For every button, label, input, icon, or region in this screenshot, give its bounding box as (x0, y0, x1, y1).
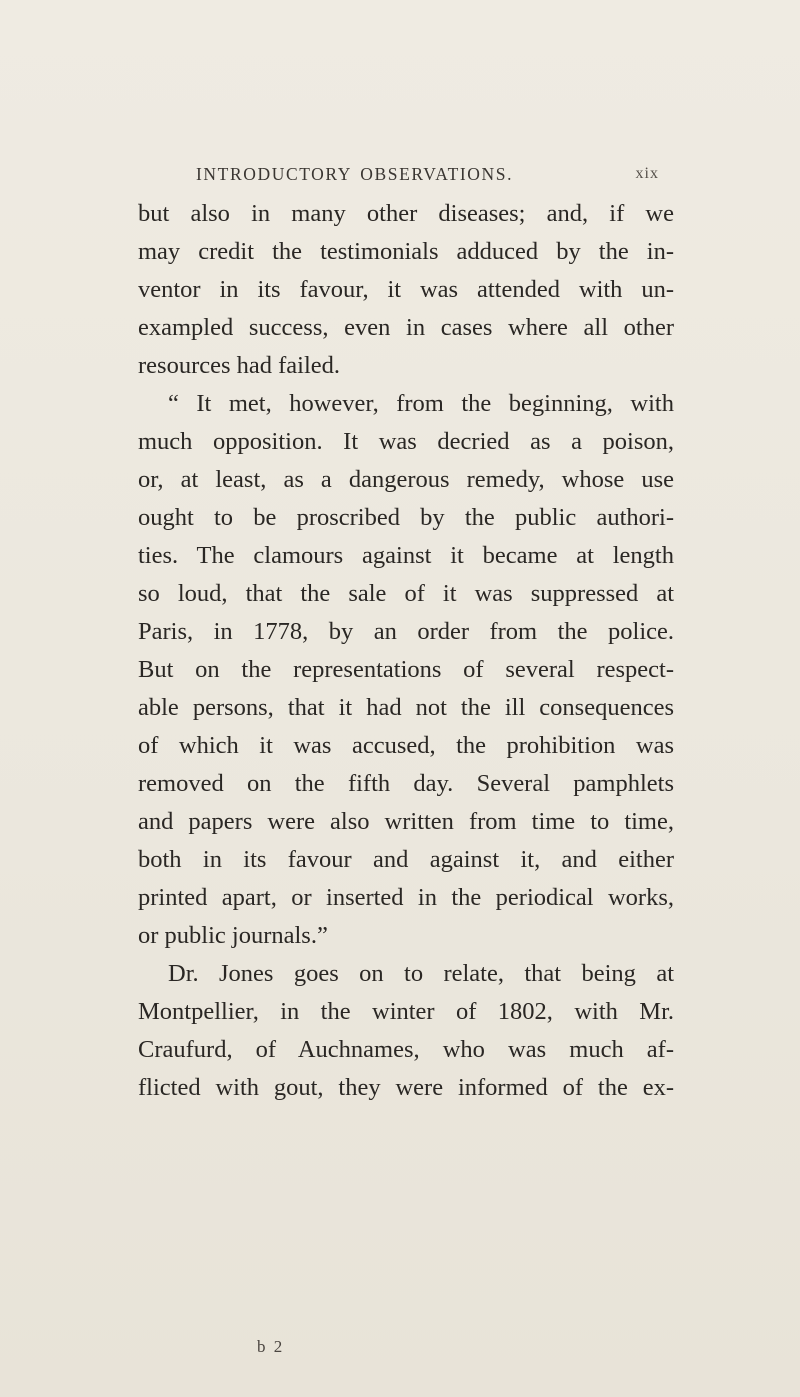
text-line: Dr. Jones goes on to relate, that being at (168, 960, 674, 987)
text-line: But on the representations of several respect- (138, 656, 674, 683)
text-line: may credit the testimonials adduced by the in- (138, 238, 674, 265)
text-line: ought to be proscribed by the public authori- (138, 504, 674, 531)
text-line: much opposition. It was decried as a poison, (138, 428, 674, 455)
text-line: or, at least, as a dangerous remedy, whose use (138, 466, 674, 493)
text-line: Montpellier, in the winter of 1802, with Mr. (138, 998, 674, 1025)
page-number: xix (635, 165, 659, 182)
text-line: resources had failed. (138, 352, 341, 379)
text-line: Craufurd, of Auchnames, who was much af- (138, 1036, 674, 1063)
text-line: ties. The clamours against it became at length (138, 542, 674, 569)
text-line: printed apart, or inserted in the periodical works, (138, 884, 674, 911)
text-line: both in its favour and against it, and either (138, 846, 674, 873)
signature-mark: b 2 (257, 1337, 285, 1356)
text-line: “ It met, however, from the beginning, with (168, 390, 674, 417)
text-line: ventor in its favour, it was attended with un- (138, 276, 674, 303)
text-line: but also in many other diseases; and, if we (138, 200, 674, 227)
body-text (138, 195, 674, 1107)
text-line: flicted with gout, they were informed of the ex- (138, 1074, 674, 1101)
running-title: INTRODUCTORY OBSERVATIONS. (196, 164, 514, 184)
running-header (139, 164, 659, 194)
text-line: of which it was accused, the prohibition was (138, 732, 674, 759)
text-line: exampled success, even in cases where all other (138, 314, 674, 341)
text-line: able persons, that it had not the ill consequences (138, 694, 674, 721)
text-line: Paris, in 1778, by an order from the police. (138, 618, 674, 645)
text-line: so loud, that the sale of it was suppressed at (138, 580, 674, 607)
text-line: or public journals.” (138, 922, 328, 949)
text-line: and papers were also written from time to time, (138, 808, 674, 835)
text-line: removed on the fifth day. Several pamphlets (138, 770, 674, 797)
